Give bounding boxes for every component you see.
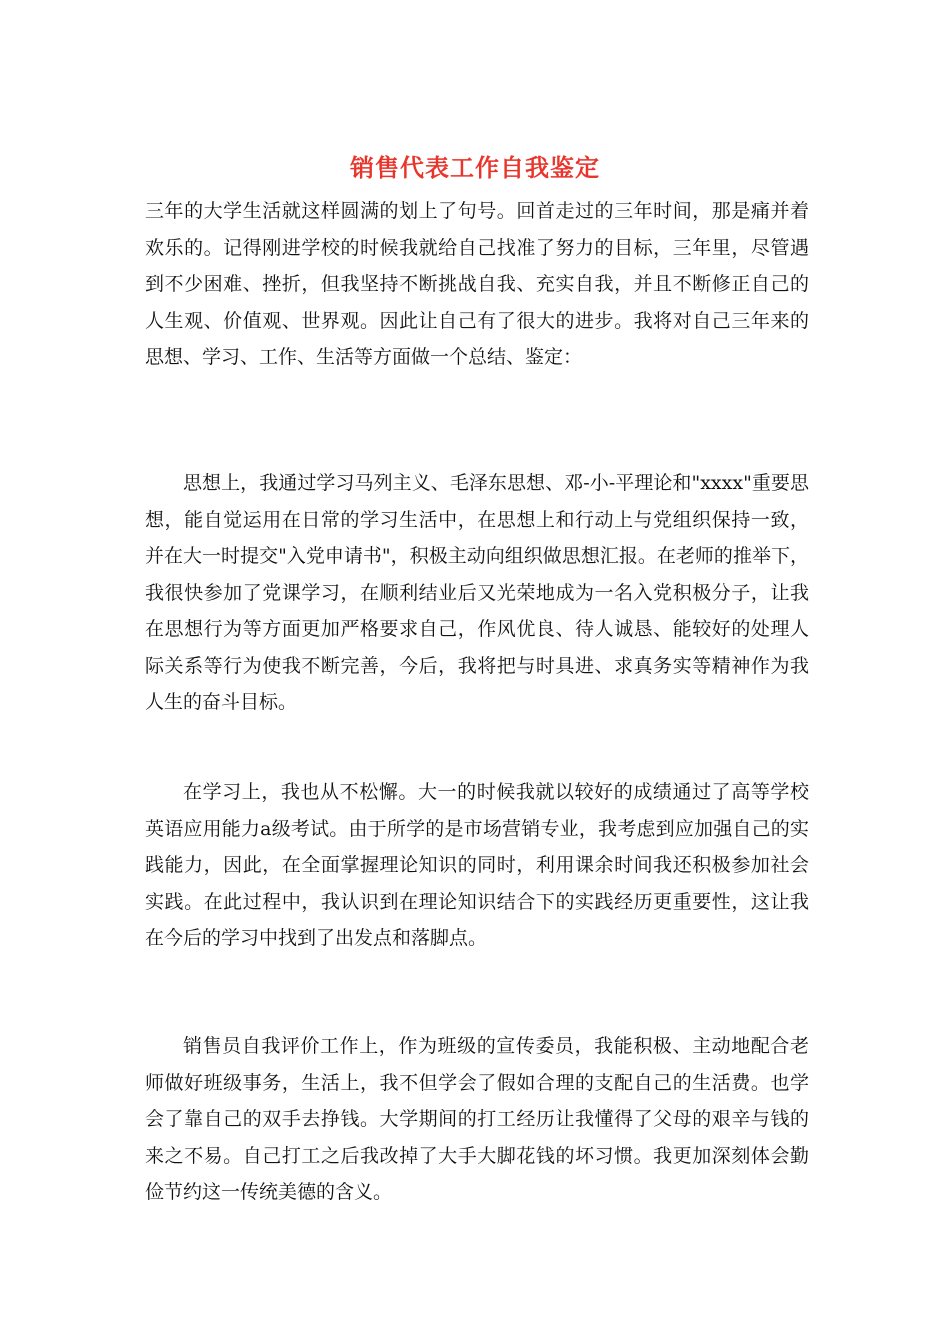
ideology-paragraph: 思想上，我通过学习马列主义、毛泽东思想、邓-小-平理论和"xxxx"重要思想，能自觉运用在日常的学习生活中，在思想上和行动上与党组织保持一致，并在大一时提交"入党申请书"，积极主动向组织做思想汇报。在老师的推举下，我很快参加了党课学习，在顺利结业后又光荣地成为一名入党积极分子，让我在思想行为等方面更加严格要求自己，作风优良、待人诚恳、能较好的处理人际关系等行为使我不断完善，今后，我将把与时具进、求真务实等精神作为我人生的奋斗目标。: [145, 472, 809, 713]
intro-paragraph: 三年的大学生活就这样圆满的划上了句号。回首走过的三年时间，那是痛并着欢乐的。记得刚进学校的时候我就给自己找准了努力的目标，三年里，尽管遇到不少困难、挫折，但我坚持不断挑战自我、充实自我，并且不断修正自己的人生观、价值观、世界观。因此让自己有了很大的进步。我将对自己三年来的思想、学习、工作、生活等方面做一个总结、鉴定：: [145, 200, 809, 368]
document-title: 销售代表工作自我鉴定: [350, 153, 600, 182]
work-life-paragraph: 销售员自我评价工作上，作为班级的宣传委员，我能积极、主动地配合老师做好班级事务，生活上，我不但学会了假如合理的支配自己的生活费。也学会了靠自己的双手去挣钱。大学期间的打工经历让我懂得了父母的艰辛与钱的来之不易。自己打工之后我改掉了大手大脚花钱的坏习惯。我更加深刻体会勤俭节约这一传统美德的含义。: [145, 1035, 809, 1203]
study-paragraph: 在学习上，我也从不松懈。大一的时候我就以较好的成绩通过了高等学校英语应用能力a级考试。由于所学的是市场营销专业，我考虑到应加强自己的实践能力，因此，在全面掌握理论知识的同时，利用课余时间我还积极参加社会实践。在此过程中，我认识到在理论知识结合下的实践经历更重要性，这让我在今后的学习中找到了出发点和落脚点。: [145, 781, 809, 949]
